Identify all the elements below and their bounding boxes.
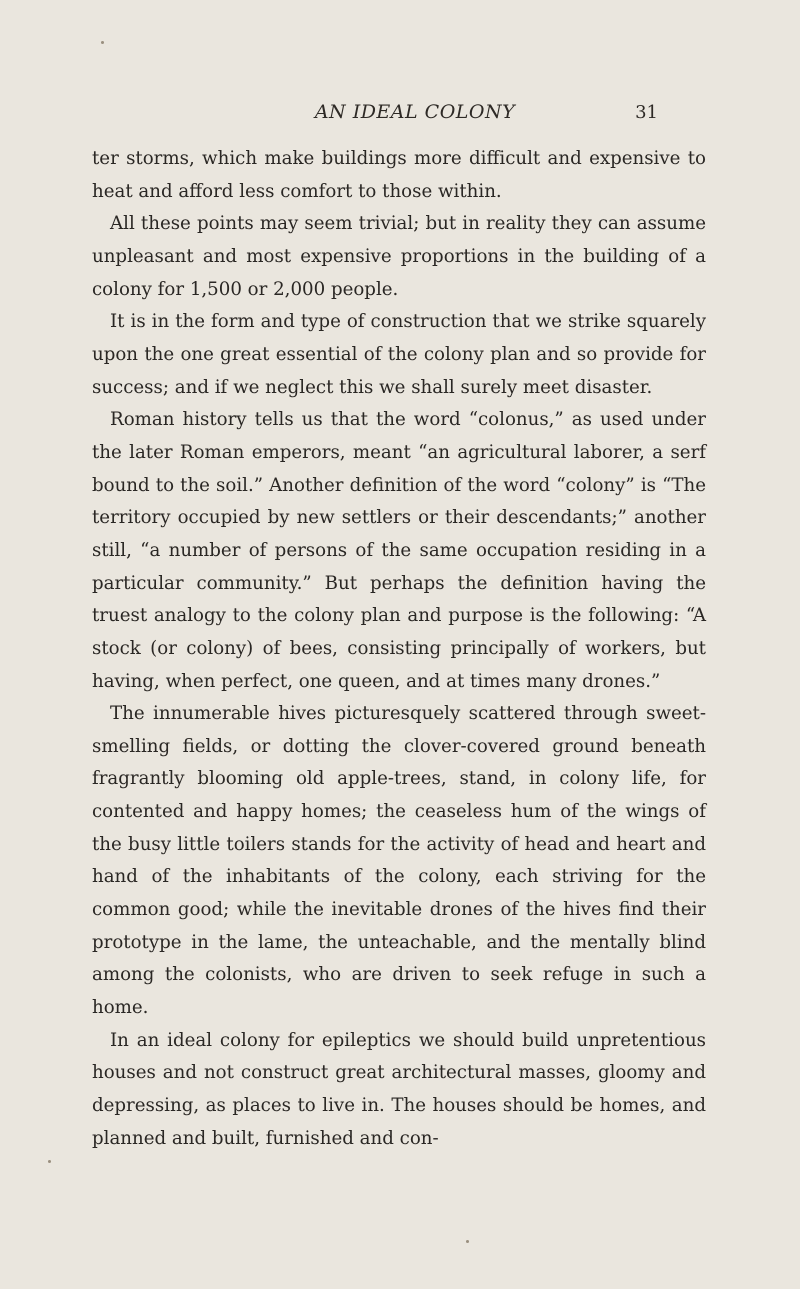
running-head-title: AN IDEAL COLONY — [314, 101, 516, 123]
page-number: 31 — [635, 102, 658, 123]
paragraph: It is in the form and type of construction that we strike squarely upon the one great essential of the colony plan and so provide for success; and if we neglect this we shall surely meet disaster. — [92, 311, 706, 398]
running-head — [0, 101, 800, 131]
paragraph: The innumerable hives picturesquely scattered through sweet-smelling fields, or dotting the clover-covered ground beneath fragrantly blooming old apple-trees, stand, in colony life, for contented and happy homes; the ceaseless hum of the wings of the busy little toilers stands for the activity of head and heart and hand of the inhabitants of the colony, each striving for the common good; while the inevitable drones of the hives find their prototype in the lame, the unteachable, and the mentally blind among the colonists, who are driven to seek refuge in such a home. — [92, 703, 706, 1019]
paragraph: In an ideal colony for epileptics we should build unpretentious houses and not construct great architectural masses, gloomy and depressing, as places to live in. The houses should be homes, and planned and built, furnished and con- — [92, 1029, 706, 1149]
paragraph: Roman history tells us that the word “colonus,” as used under the later Roman emperors, meant “an agricultural laborer, a serf bound to the soil.” Another definition of the word “colony” is “The territory occupied by new settlers or their descendants;” another still, “a number of persons of the same occupation residing in a particular community.” But perhaps the definition having the truest analogy to the colony plan and purpose is the following: “A stock (or colony) of bees, consisting principally of workers, but having, when perfect, one queen, and at times many drones.” — [92, 409, 706, 692]
paper-speck — [101, 41, 104, 44]
paragraph: All these points may seem trivial; but in reality they can assume unpleasant and most expensive proportions in the building of a colony for 1,500 or 2,000 people. — [92, 213, 706, 300]
body-text — [92, 143, 706, 1155]
paper-speck — [466, 1240, 469, 1243]
paper-speck — [48, 1160, 51, 1163]
paragraph-continuation: ter storms, which make buildings more difficult and expensive to heat and afford less comfort to those within. — [92, 148, 706, 202]
